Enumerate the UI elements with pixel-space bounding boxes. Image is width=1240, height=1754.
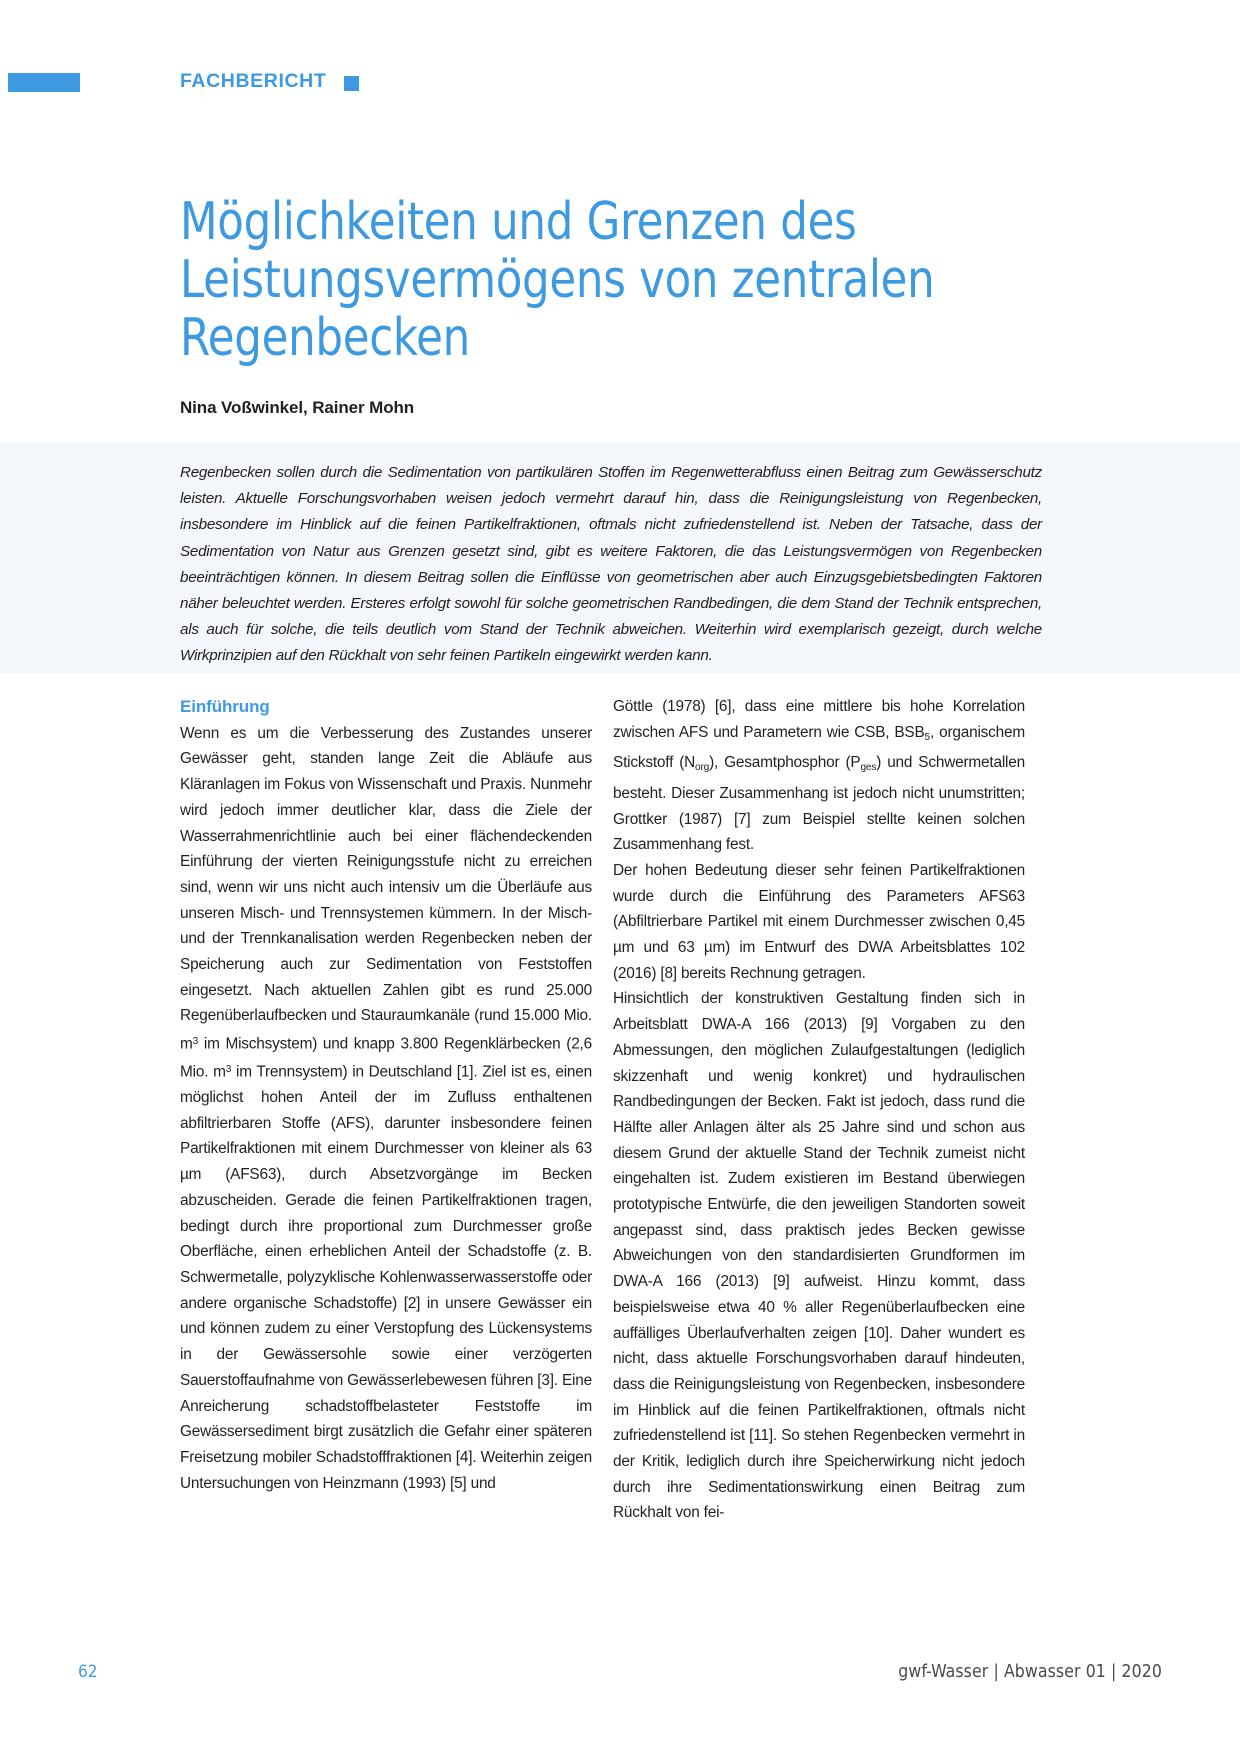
article-authors: Nina Voßwinkel, Rainer Mohn [180, 398, 415, 417]
running-head-label: FACHBERICHT [180, 70, 327, 92]
paragraph-left-1 [180, 721, 592, 1497]
paragraph-right-1-text-a: Göttle (1978) [6], dass eine mittlere bis hohe Korrelation zwischen AFS und Parametern wie CSB, BSB [613, 698, 1025, 741]
body-column-right [613, 694, 1025, 1526]
running-head-square-marker [344, 76, 359, 91]
paragraph-right-1-text-d: ) und Schwermetallen besteht. Dieser Zusammenhang ist jedoch nicht unumstritten; Grottker (1987) [7] zum Beispiel stellte keinen solchen Zusammenhang fest. [613, 754, 1025, 854]
superscript-cubic-meter-2: 3 [225, 1064, 232, 1076]
running-head-left-bar [8, 73, 80, 92]
subscript-n-org: org [695, 762, 710, 774]
section-heading-einfuehrung: Einführung [180, 697, 270, 716]
paragraph-left-1-text-b: im Mischsystem) und knapp 3.800 Regenklärbecken (2,6 Mio. m [180, 1035, 592, 1081]
footer-journal-info: gwf-Wasser | Abwasser 01 | 2020 [898, 1662, 1162, 1682]
body-column-left [180, 694, 592, 1496]
paragraph-right-2: Der hohen Bedeutung dieser sehr feinen Partikelfraktionen wurde durch die Einführung des Parameters AFS63 (Abfiltrierbare Partikel mit einem Durchmesser zwischen 0,45 µm und 63 µm) im Entwurf des DWA Arbeitsblattes 102 (2016) [8] bereits Rechnung getragen. [613, 861, 1025, 982]
paragraph-right-3: Hinsichtlich der konstruktiven Gestaltung finden sich in Arbeitsblatt DWA-A 166 (2013) [9] Vorgaben zu den Abmessungen, den möglichen Zulaufgestaltungen (lediglich skizzenhaft und wenig konkret) und hydraulischen Randbedingungen der Becken. Fakt ist jedoch, dass rund die Hälfte aller Anlagen älter als 25 Jahre sind und schon aus diesem Grund der aktuelle Stand der Technik zumeist nicht eingehalten ist. Zudem existieren im Bestand überwiegen prototypische Entwürfe, die den jeweiligen Standorten soweit angepasst sind, dass praktisch jedes Becken gewisse Abweichungen von den standardisierten Grundformen im DWA-A 166 (2013) [9] aufweist. Hinzu kommt, dass beispielsweise etwa 40 % aller Regenüberlaufbecken eine auffälliges Überlaufverhalten zeigen [10]. Daher wundert es nicht, dass aktuelle Forschungsvorhaben darauf hindeuten, dass die Reinigungsleistung von Regenbecken, insbesondere im Hinblick auf die feinen Partikelfraktionen, oftmals nicht zufriedenstellend ist [11]. So stehen Regenbecken vermehrt in der Kritik, lediglich durch ihre Speicherwirkung nicht jedoch durch ihre Sedimentationswirkung einen Beitrag zum Rückhalt von fei- [613, 990, 1025, 1522]
paragraph-left-1-text-c: im Trennsystem) in Deutschland [1]. Ziel ist es, einen möglichst hohen Anteil der im Zufluss enthaltenen abfiltrierbaren Stoffe (AFS), darunter insbesondere feinen Partikelfraktionen mit einem Durchmesser von kleiner als 63 µm (AFS63), durch Absetzvorgänge im Becken abzuscheiden. Gerade die feinen Partikelfraktionen tragen, bedingt durch ihre proportional zum Durchmesser große Oberfläche, einen erheblichen Anteil der Schadstoffe (z. B. Schwermetalle, polyzyklische Kohlenwasserwasserstoffe oder andere organische Schadstoffe) [2] in unsere Gewässer ein und können zudem zu einer Verstopfung des Lückensystems in der Gewässersohle sowie einer verzögerten Sauerstoffaufnahme von Gewässerlebewesen führen [3]. Eine Anreicherung schadstoffbelasteter Feststoffe im Gewässersediment birgt zusätzlich die Gefahr einer späteren Freisetzung mobiler Schadstofffraktionen [4]. Weiterhin zeigen Untersuchungen von Heinzmann (1993) [5] und [180, 1063, 593, 1492]
article-title: Möglichkeiten und Grenzen des Leistungsvermögens von zentralen Regenbecken [180, 191, 935, 368]
superscript-cubic-meter-1: 3 [192, 1036, 199, 1048]
subscript-bsb5: 5 [924, 731, 930, 743]
article-abstract: Regenbecken sollen durch die Sedimentation von partikulären Stoffen im Regenwetterabfluss einen Beitrag zum Gewässerschutz leisten. Aktuelle Forschungsvorhaben weisen jedoch vermehrt darauf hin, dass die Reinigungsleistung von Regenbecken, insbesondere im Hinblick auf die feinen Partikelfraktionen, oftmals nicht zufriedenstellend ist. Neben der Tatsache, dass der Sedimentation von Natur aus Grenzen gesetzt sind, gibt es weitere Faktoren, die das Leistungsvermögen von Regenbecken beeinträchtigen können. In diesem Beitrag sollen die Einflüsse von geometrischen aber auch Einzugsgebietsbedingten Faktoren näher beleuchtet werden. Ersteres erfolgt sowohl für solche geometrischen Randbedingen, die dem Stand der Technik entsprechen, als auch für solche, die teils deutlich vom Stand der Technik abweichen. Weiterhin wird exemplarisch gezeigt, durch welche Wirkprinzipien auf den Rückhalt von sehr feinen Partikeln eingewirkt werden kann. [180, 464, 1042, 665]
footer-page-number: 62 [78, 1662, 98, 1682]
running-head [0, 72, 1240, 94]
paragraph-right-1-text-c: ), Gesamtphosphor (P [709, 754, 861, 772]
paragraph-right-1-text-b: , organischem Stickstoff (N [613, 723, 1025, 772]
subscript-p-ges: ges [860, 762, 877, 774]
paragraph-right-1 [613, 694, 1025, 858]
paragraph-left-1-text-a: Wenn es um die Verbesserung des Zustandes unserer Gewässer geht, standen lange Zeit die Abläufe aus Kläranlagen im Fokus von Wissenschaft und Praxis. Nunmehr wird jedoch immer deutlicher klar, dass die Ziele der Wasserrahmenrichtlinie auch bei einer flächendeckenden Einführung der vierten Reinigungsstufe nicht zu erreichen sind, wenn wir uns nicht auch intensiv um die Überläufe aus unseren Misch- und Trennsystemen kümmern. In der Misch- und der Trennkanalisation werden Regenbecken neben der Speicherung auch zur Sedimentation von Feststoffen eingesetzt. Nach aktuellen Zahlen gibt es rund 25.000 Regenüberlaufbecken und Stauraumkanäle (rund 15.000 Mio. m [180, 724, 592, 1053]
